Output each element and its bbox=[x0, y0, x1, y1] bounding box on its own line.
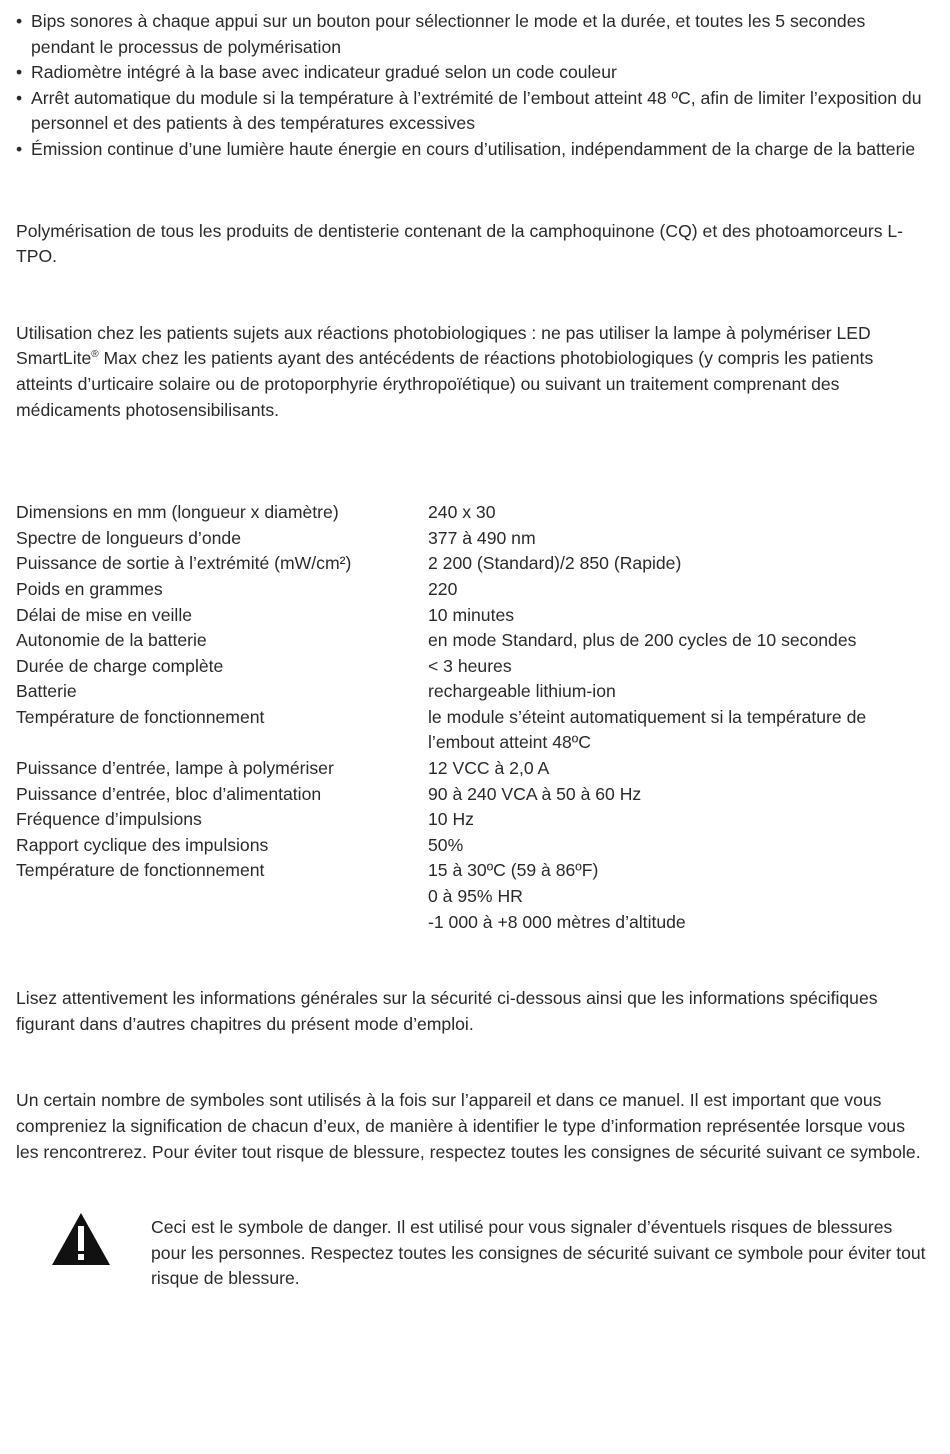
table-row bbox=[16, 628, 932, 654]
table-row bbox=[16, 654, 932, 680]
registered-mark: ® bbox=[91, 349, 99, 361]
table-row bbox=[16, 577, 932, 603]
table-row bbox=[16, 833, 932, 859]
spec-label bbox=[16, 884, 428, 910]
spec-value: 240 x 30 bbox=[428, 502, 496, 523]
spec-value: 50% bbox=[428, 834, 464, 855]
spec-value: 15 à 30ºC (59 à 86ºF) bbox=[428, 860, 599, 881]
spec-label: Durée de charge complète bbox=[16, 655, 224, 676]
danger-symbol-text: Ceci est le symbole de danger. Il est utilisé pour vous signaler d’éventuels risques de blessures pour les personnes. Respectez toutes les consignes de sécurité suivant ce symbole pour éviter tout risque de blessure. bbox=[151, 1217, 926, 1289]
spec-label: Autonomie de la batterie bbox=[16, 630, 207, 651]
spec-value: rechargeable lithium-ion bbox=[428, 681, 616, 702]
symbols-intro-paragraph: Un certain nombre de symboles sont utilisés à la fois sur l’appareil et dans ce manuel. Il est important que vous compreniez la signification de chacun d’eux, de manière à identifier le type d’information représentée lorsque vous les rencontrerez. Pour éviter tout risque de blessure, respectez toutes les consignes de sécurité suivant ce symbole. bbox=[16, 1090, 921, 1162]
spec-label: Poids en grammes bbox=[16, 578, 163, 599]
spec-value: -1 000 à +8 000 mètres d’altitude bbox=[428, 911, 686, 932]
table-row bbox=[16, 858, 932, 884]
spec-label: Fréquence d’impulsions bbox=[16, 809, 202, 830]
spec-value: 0 à 95% HR bbox=[428, 886, 523, 907]
spec-label bbox=[16, 910, 428, 936]
table-row bbox=[16, 603, 932, 629]
spec-value: le module s’éteint automatiquement si la température de l’embout atteint 48ºC bbox=[428, 706, 867, 753]
spec-label: Puissance d’entrée, lampe à polymériser bbox=[16, 758, 334, 779]
table-row bbox=[16, 782, 932, 808]
contraindications-text-end: Max chez les patients ayant des antécédents de réactions photobiologiques (y compris les patients atteints d’urticaire solaire ou de protoporphyrie érythropoïétique) ou suivant un traitement comprenant des médicaments photosensibilisants. bbox=[16, 348, 874, 420]
indications-paragraph: Polymérisation de tous les produits de dentisterie contenant de la camphoquinone (CQ) et des photoamorceurs L-TPO. bbox=[16, 220, 904, 267]
specifications-table bbox=[16, 500, 932, 935]
spec-value: < 3 heures bbox=[428, 655, 512, 676]
list-item: • Arrêt automatique du module si la température à l’extrémité de l’embout atteint 48 ºC, afin de limiter l’exposition du personnel et des patients à des températures excessives bbox=[16, 86, 932, 137]
spec-value: 12 VCC à 2,0 A bbox=[428, 758, 550, 779]
table-row bbox=[16, 910, 932, 936]
spec-value: 10 Hz bbox=[428, 809, 474, 830]
warning-triangle-icon bbox=[51, 1212, 111, 1266]
contraindications-text-start: Utilisation chez les patients sujets aux réactions photobiologiques : ne pas utiliser la lampe à polymériser LED SmartLite bbox=[16, 322, 871, 369]
spec-label: Puissance de sortie à l’extrémité (mW/cm²) bbox=[16, 553, 352, 574]
contraindications-paragraph bbox=[16, 321, 932, 423]
table-row bbox=[16, 679, 932, 705]
danger-symbol-block bbox=[16, 1215, 932, 1292]
spec-label: Délai de mise en veille bbox=[16, 604, 193, 625]
table-row bbox=[16, 500, 932, 526]
document-page bbox=[16, 9, 932, 1292]
spec-label: Puissance d’entrée, bloc d’alimentation bbox=[16, 783, 322, 804]
list-item: • Bips sonores à chaque appui sur un bouton pour sélectionner le mode et la durée, et toutes les 5 secondes pendant le processus de polymérisation bbox=[16, 9, 932, 60]
list-item: • Émission continue d’une lumière haute énergie en cours d’utilisation, indépendamment de la charge de la batterie bbox=[16, 137, 932, 163]
spec-value: 2 200 (Standard)/2 850 (Rapide) bbox=[428, 553, 682, 574]
safety-intro-paragraph: Lisez attentivement les informations générales sur la sécurité ci-dessous ainsi que les informations spécifiques figurant dans d’autres chapitres du présent mode d’emploi. bbox=[16, 988, 878, 1034]
spec-value: en mode Standard, plus de 200 cycles de 10 secondes bbox=[428, 630, 857, 651]
spec-label: Rapport cyclique des impulsions bbox=[16, 834, 269, 855]
spec-label: Température de fonctionnement bbox=[16, 706, 265, 727]
table-row bbox=[16, 807, 932, 833]
list-item: • Radiomètre intégré à la base avec indicateur gradué selon un code couleur bbox=[16, 60, 932, 86]
table-row bbox=[16, 705, 932, 756]
spec-label: Dimensions en mm (longueur x diamètre) bbox=[16, 502, 339, 523]
table-row bbox=[16, 756, 932, 782]
spec-value: 220 bbox=[428, 578, 458, 599]
table-row bbox=[16, 526, 932, 552]
table-row bbox=[16, 884, 932, 910]
table-row bbox=[16, 551, 932, 577]
spec-label: Température de fonctionnement bbox=[16, 860, 265, 881]
features-list bbox=[16, 9, 932, 163]
spec-value: 377 à 490 nm bbox=[428, 527, 536, 548]
spec-label: Batterie bbox=[16, 681, 77, 702]
spec-value: 90 à 240 VCA à 50 à 60 Hz bbox=[428, 783, 642, 804]
spec-label: Spectre de longueurs d’onde bbox=[16, 527, 241, 548]
spec-value: 10 minutes bbox=[428, 604, 515, 625]
